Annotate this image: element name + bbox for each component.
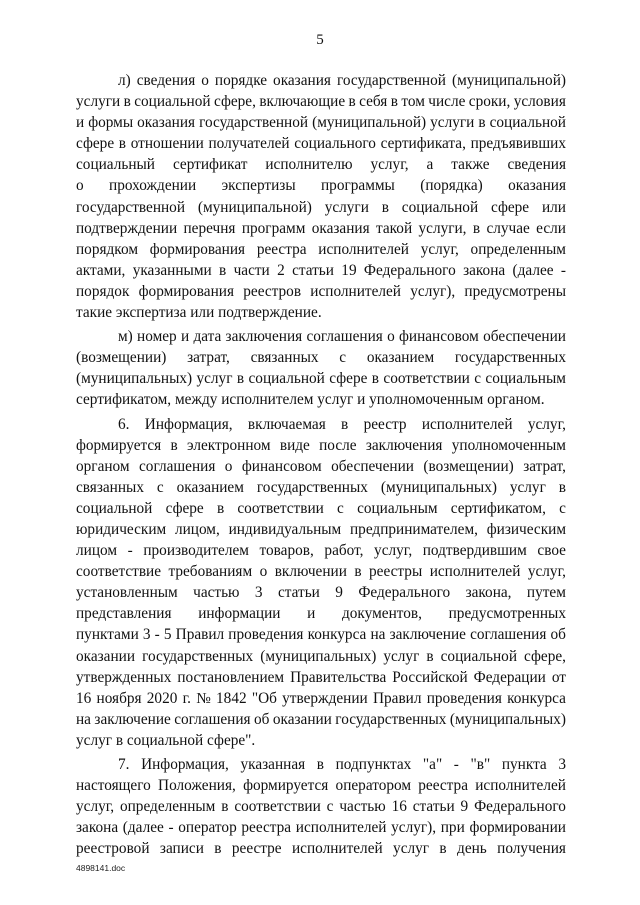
text-line: связанных с оказанием государственных (муниципальных) услуг в [76, 478, 566, 496]
text-line: (муниципальных) услуг в социальной сфере в соответствии с социальным [76, 370, 566, 388]
text-line: услуг в социальной сфере". [76, 731, 256, 749]
text-line: пунктами 3 - 5 Правил проведения конкурса на заключение соглашения об [76, 626, 566, 644]
text-line: услуг, определенным в соответствии с частью 16 статьи 9 Федерального [76, 798, 566, 816]
text-line: закона (далее - оператор реестра исполнителей услуг), при формировании [76, 819, 566, 837]
text-line: юридическим лицом, индивидуальным предпринимателем, физическим [76, 520, 566, 538]
text-line: социальный сертификат исполнителю услуг, а также сведения [76, 156, 566, 174]
paragraph-para-m [76, 326, 566, 410]
document-body [76, 70, 566, 859]
text-line: 16 ноября 2020 г. № 1842 "Об утверждении Правил проведения конкурса [76, 689, 566, 707]
text-line: 6. Информация, включаемая в реестр исполнителей услуг, [118, 415, 566, 433]
text-line: органом соглашения о финансовом обеспечении (возмещении) затрат, [76, 457, 566, 475]
paragraph-para-6 [76, 414, 566, 752]
text-line: утвержденных постановлением Правительства Российской Федерации от [76, 668, 566, 686]
paragraph-para-l [76, 70, 566, 323]
text-line: представления информации и документов, предусмотренных [76, 605, 566, 623]
text-line: и формы оказания государственной (муниципальной) услуги в социальной [76, 114, 566, 132]
text-line: 7. Информация, указанная в подпунктах "а" - "в" пункта 3 [118, 756, 566, 773]
text-line: сфере в отношении получателей социального сертификата, предъявивших [76, 135, 566, 153]
text-line: лицом - производителем товаров, работ, услуг, подтвердившим свое [76, 542, 566, 560]
text-line: сертификатом, между исполнителем услуг и уполномоченным органом. [76, 391, 545, 409]
text-line: такие экспертиза или подтверждение. [76, 304, 322, 322]
text-line: подтверждении перечня программ оказания такой услуги, в случае если [76, 219, 566, 237]
text-line: настоящего Положения, формируется оператором реестра исполнителей [76, 777, 566, 795]
paragraph-para-7 [76, 754, 566, 859]
text-line: формируется в электронном виде после заключения уполномоченным [76, 436, 566, 454]
text-line: реестровой записи в реестре исполнителей услуг в день получения [76, 840, 566, 858]
text-line: м) номер и дата заключения соглашения о финансовом обеспечении [118, 328, 566, 346]
text-line: порядок формирования реестров исполнителей услуг), предусмотрены [76, 282, 566, 300]
text-line: государственной (муниципальной) услуги в социальной сфере или [76, 198, 566, 216]
text-line: (возмещении) затрат, связанных с оказанием государственных [76, 349, 566, 367]
footer-doc-code: 4898141.doc [76, 863, 126, 873]
text-line: соответствие требованиям о включении в реестры исполнителей услуг, [76, 563, 566, 581]
text-line: о прохождении экспертизы программы (порядка) оказания [76, 177, 566, 195]
text-line: л) сведения о порядке оказания государственной (муниципальной) [118, 72, 566, 89]
text-line: услуги в социальной сфере, включающие в себя в том числе сроки, условия [76, 93, 566, 111]
text-line: установленным частью 3 статьи 9 Федерального закона, путем [76, 584, 566, 602]
page-number: 5 [316, 32, 324, 48]
text-line: социальной сфере в соответствии с социальным сертификатом, с [76, 499, 566, 517]
text-line: порядком формирования реестра исполнителей услуг, определенным [76, 240, 566, 258]
text-line: на заключение соглашения об оказании государственных (муниципальных) [76, 710, 566, 728]
text-line: оказании государственных (муниципальных) услуг в социальной сфере, [76, 647, 566, 665]
text-line: актами, указанными в части 2 статьи 19 Федерального закона (далее - [76, 261, 566, 279]
